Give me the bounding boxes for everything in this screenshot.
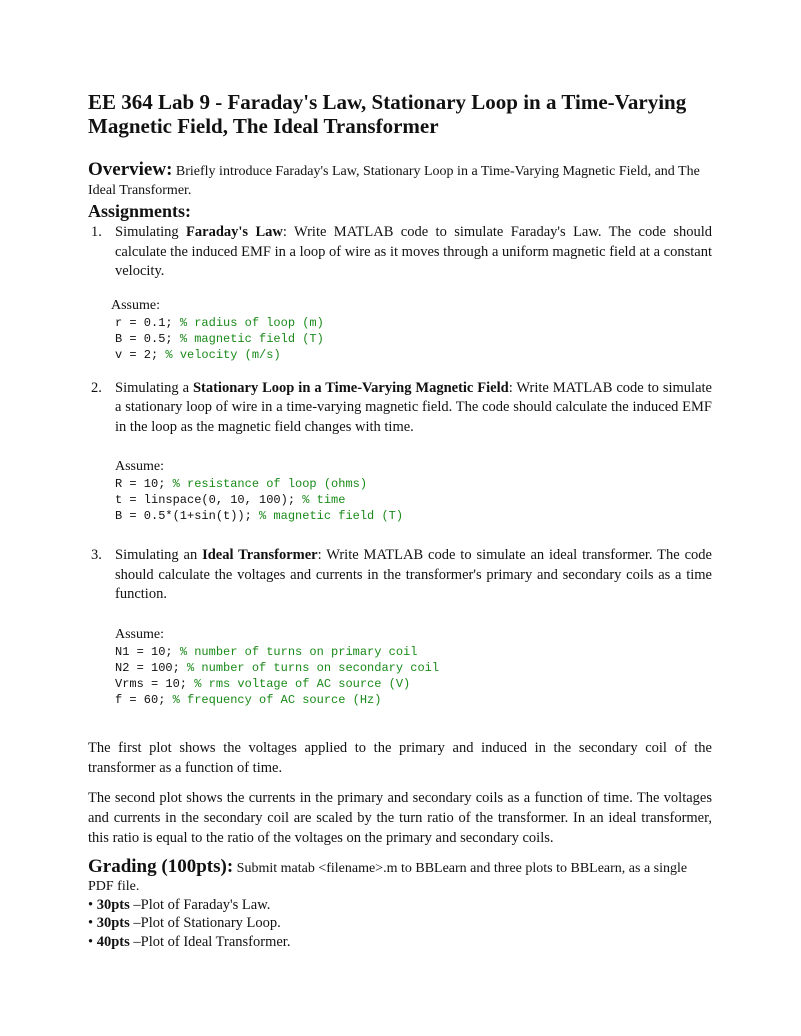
assignment-number: 1. <box>91 224 102 240</box>
overview-text: Briefly introduce Faraday's Law, Stationary Loop in a Time-Varying Magnetic Field, and The Ideal Transformer. <box>88 164 700 198</box>
code-block <box>115 644 712 708</box>
assume-label: Assume: <box>111 297 160 313</box>
grading-label: Grading (100pts): <box>88 855 234 877</box>
assignment-description: Simulating an Ideal Transformer: Write MATLAB code to simulate an ideal transformer. The code should calculate the voltages and currents in the transformer's primary and secondary coils as a time function. <box>115 547 712 602</box>
code-line: B = 0.5*(1+sin(t)); % magnetic field (T) <box>115 509 404 523</box>
assignment-topic: Ideal Transformer <box>202 547 318 563</box>
paragraph-first-plot: The first plot shows the voltages applied to the primary and induced in the secondary coil of the transformer as a function of time. <box>88 739 712 776</box>
assignments-list <box>88 223 712 708</box>
assignment-description: Simulating Faraday's Law: Write MATLAB code to simulate Faraday's Law. The code should calculate the induced EMF in a loop of wire as it moves through a uniform magnetic field at a constant velocity. <box>115 224 712 279</box>
code-line: N1 = 10; % number of turns on primary coil <box>115 644 418 659</box>
assignment-item-1 <box>88 223 712 363</box>
grading-text: Submit matab <filename>.m to BBLearn and three plots to BBLearn, as a single PDF file. <box>88 860 688 894</box>
assignment-item-3 <box>88 546 712 708</box>
grading-points: 40pts <box>96 933 130 950</box>
grading-item: • 30pts –Plot of Stationary Loop. <box>88 915 281 931</box>
code-comment: % rms voltage of AC source (V) <box>194 676 411 691</box>
code-line: R = 10; % resistance of loop (ohms) <box>115 477 368 491</box>
code-comment: % number of turns on primary coil <box>179 644 418 659</box>
code-comment: % magnetic field (T) <box>259 509 404 523</box>
code-line: t = linspace(0, 10, 100); % time <box>115 493 346 507</box>
assignment-number: 3. <box>91 547 102 563</box>
code-comment: % time <box>302 493 346 507</box>
overview-label: Overview: <box>88 159 173 180</box>
code-block <box>115 476 712 524</box>
document-page <box>88 90 712 951</box>
code-comment: % velocity (m/s) <box>165 347 281 362</box>
code-comment: % radius of loop (m) <box>179 315 324 330</box>
assignment-topic: Faraday's Law <box>186 224 283 240</box>
code-comment: % frequency of AC source (Hz) <box>172 692 382 707</box>
grading-points: 30pts <box>96 896 130 913</box>
grading-section <box>88 855 712 896</box>
code-line: N2 = 100; % number of turns on secondary coil <box>115 660 440 675</box>
grading-item: • 40pts –Plot of Ideal Transformer. <box>88 933 291 950</box>
code-comment: % number of turns on secondary coil <box>187 660 440 675</box>
assume-label: Assume: <box>115 626 164 642</box>
code-comment: % resistance of loop (ohms) <box>172 477 368 491</box>
code-line: v = 2; % velocity (m/s) <box>115 347 281 362</box>
code-line: Vrms = 10; % rms voltage of AC source (V) <box>115 676 411 691</box>
grading-list <box>88 896 712 952</box>
overview-section <box>88 160 712 200</box>
assignments-heading: Assignments: <box>88 201 192 221</box>
code-line: f = 60; % frequency of AC source (Hz) <box>115 692 382 707</box>
assignment-description: Simulating a Stationary Loop in a Time-Varying Magnetic Field: Write MATLAB code to simulate a stationary loop of wire in a time-varying magnetic field. The code should calculate the induced EMF in the loop as the magnetic field changes with time. <box>115 379 712 435</box>
assume-label: Assume: <box>115 459 164 474</box>
code-comment: % magnetic field (T) <box>179 331 324 346</box>
assignment-number: 2. <box>91 379 102 396</box>
grading-item: • 30pts –Plot of Faraday's Law. <box>88 896 271 913</box>
page-title: EE 364 Lab 9 - Faraday's Law, Stationary Loop in a Time-Varying Magnetic Field, The Ideal Transformer <box>88 90 687 138</box>
assignment-topic: Stationary Loop in a Time-Varying Magnetic Field <box>192 379 509 396</box>
code-line: r = 0.1; % radius of loop (m) <box>115 315 324 330</box>
grading-points: 30pts <box>96 915 130 931</box>
paragraph-second-plot: The second plot shows the currents in the primary and secondary coils as a function of time. The voltages and currents in the secondary coil are scaled by the turn ratio of the transformer. In an ideal transformer, this ratio is equal to the ratio of the voltages on the primary and secondary coils. <box>88 789 712 846</box>
assignment-item-2 <box>88 379 712 525</box>
code-block <box>115 315 712 363</box>
code-line: B = 0.5; % magnetic field (T) <box>115 331 324 346</box>
